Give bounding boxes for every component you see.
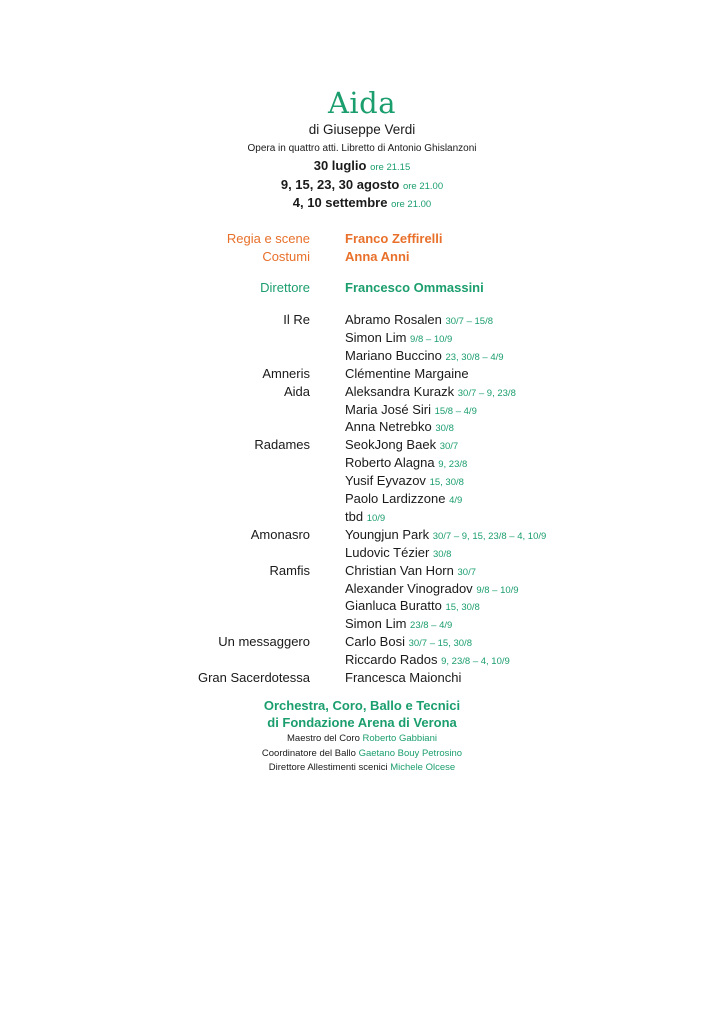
singer-name: Anna Netrebko — [345, 419, 432, 435]
cast-row — [0, 330, 724, 348]
credit-line — [0, 762, 724, 773]
cast-row — [0, 312, 724, 330]
credit-label: Coordinatore del Ballo — [261, 748, 356, 759]
cast-name-cell — [345, 419, 454, 434]
production-row — [0, 249, 724, 267]
cast-name-cell — [345, 348, 504, 363]
conductor-role: Direttore — [260, 280, 310, 295]
cast-row — [0, 419, 724, 437]
production-name: Anna Anni — [345, 249, 410, 264]
cast-name-cell — [345, 509, 385, 524]
singer-dates: 30/7 – 15/8 — [445, 316, 493, 327]
cast-name-cell — [345, 527, 546, 542]
opera-title: Aida — [327, 86, 397, 120]
cast-name-cell — [345, 598, 480, 613]
cast-name-cell — [345, 652, 510, 667]
singer-name: Aleksandra Kurazk — [345, 383, 455, 399]
cast-name-cell — [345, 366, 469, 381]
singer-name: Mariano Buccino — [345, 347, 442, 363]
singer-dates: 10/9 — [366, 512, 386, 524]
cast-name-cell — [345, 437, 458, 452]
production-role: Costumi — [262, 249, 310, 264]
singer-dates: 23, 30/8 – 4/9 — [445, 351, 504, 363]
cast-role: Ramfis — [269, 562, 310, 578]
singer-name: SeokJong Baek — [345, 437, 437, 453]
cast-role: Il Re — [283, 312, 310, 327]
credit-label: Maestro del Coro — [287, 733, 360, 744]
cast-row — [0, 634, 724, 652]
singer-name: Clémentine Margaine — [345, 365, 469, 381]
cast-row — [0, 581, 724, 599]
singer-name: Simon Lim — [345, 329, 407, 345]
singer-dates: 9/8 – 10/9 — [410, 333, 453, 345]
cast-name-cell — [345, 312, 493, 327]
cast-role: Radames — [254, 437, 310, 453]
credit-name: Roberto Gabbiani — [362, 733, 437, 744]
conductor-name: Francesco Ommassini — [345, 280, 484, 295]
singer-name: Abramo Rosalen — [345, 312, 442, 327]
composer: di Giuseppe Verdi — [308, 122, 416, 137]
singer-name: Yusif Eyvazov — [345, 473, 426, 489]
cast-row — [0, 652, 724, 670]
cast-role: Aida — [283, 383, 310, 399]
cast-name-cell — [345, 545, 451, 560]
cast-name-cell — [345, 581, 519, 596]
credit-line — [0, 748, 724, 759]
singer-name: Simon Lim — [345, 616, 407, 632]
singer-name: Francesca Maionchi — [345, 670, 462, 685]
cast-role: Amneris — [262, 365, 310, 381]
cast-row — [0, 348, 724, 366]
singer-name: Gianluca Buratto — [345, 598, 442, 614]
singer-name: Christian Van Horn — [345, 562, 454, 578]
singer-name: Youngjun Park — [345, 526, 430, 542]
singer-dates: 30/7 – 9, 15, 23/8 – 4, 10/9 — [432, 530, 547, 542]
cast-role: Amonasro — [250, 526, 310, 542]
singer-dates: 30/7 – 9, 23/8 — [457, 387, 516, 399]
singer-dates: 9, 23/8 — [438, 459, 468, 471]
singer-name: Paolo Lardizzone — [345, 491, 446, 506]
date-time: ore 21.15 — [370, 162, 411, 173]
cast-name-cell — [345, 616, 452, 631]
cast-role: Gran Sacerdotessa — [197, 670, 310, 685]
cast-row — [0, 402, 724, 420]
date-label: 4, 10 settembre — [292, 195, 388, 210]
cast-name-cell — [345, 455, 467, 470]
cast-name-cell — [345, 330, 452, 345]
cast-row — [0, 670, 724, 688]
cast-row — [0, 527, 724, 545]
cast-row — [0, 455, 724, 473]
cast-row — [0, 598, 724, 616]
cast-row — [0, 491, 724, 509]
singer-name: Riccardo Rados — [345, 652, 438, 668]
credit-label: Direttore Allestimenti scenici — [268, 762, 388, 773]
cast-name-cell — [345, 402, 477, 417]
production-name: Franco Zeffirelli — [345, 231, 443, 246]
singer-dates: 9/8 – 10/9 — [476, 584, 519, 596]
ensemble-line-2: di Fondazione Arena di Verona — [267, 715, 457, 730]
singer-name: Alexander Vinogradov — [345, 580, 473, 596]
cast-name-cell — [345, 563, 476, 578]
cast-name-cell — [345, 670, 461, 685]
singer-dates: 15, 30/8 — [429, 477, 464, 489]
cast-name-cell — [345, 634, 472, 649]
credit-name: Gaetano Bouy Petrosino — [358, 748, 463, 759]
cast-row — [0, 437, 724, 455]
date-time: ore 21.00 — [402, 181, 444, 192]
singer-dates: 30/8 — [435, 423, 454, 435]
performance-date — [0, 158, 724, 173]
credit-name: Michele Olcese — [390, 762, 456, 773]
date-time: ore 21.00 — [391, 199, 432, 210]
singer-dates: 30/7 — [439, 441, 459, 453]
date-label: 9, 15, 23, 30 agosto — [280, 177, 400, 192]
cast-role: Un messaggero — [218, 634, 310, 650]
production-role: Regia e scene — [226, 231, 310, 246]
singer-name: tbd — [345, 508, 364, 524]
cast-row — [0, 545, 724, 563]
cast-row — [0, 616, 724, 634]
cast-row — [0, 384, 724, 402]
singer-dates: 30/7 — [457, 566, 476, 578]
date-label: 30 luglio — [313, 158, 367, 173]
singer-name: Maria José Siri — [345, 401, 431, 417]
credit-line — [0, 733, 724, 744]
cast-row — [0, 563, 724, 581]
singer-dates: 30/8 — [432, 548, 452, 560]
cast-name-cell — [345, 473, 464, 488]
performance-date — [0, 195, 724, 210]
singer-dates: 9, 23/8 – 4, 10/9 — [441, 656, 510, 668]
singer-dates: 23/8 – 4/9 — [410, 620, 453, 632]
cast-name-cell — [345, 491, 462, 506]
conductor-row — [0, 280, 724, 298]
production-row — [0, 231, 724, 249]
singer-name: Carlo Bosi — [345, 634, 405, 650]
singer-dates: 30/7 – 15, 30/8 — [408, 638, 472, 650]
cast-row — [0, 366, 724, 384]
cast-name-cell — [345, 384, 516, 399]
ensemble-line-1: Orchestra, Coro, Ballo e Tecnici — [263, 698, 461, 713]
singer-name: Roberto Alagna — [345, 455, 435, 471]
singer-dates: 15, 30/8 — [445, 602, 480, 614]
singer-name: Ludovic Tézier — [345, 544, 430, 560]
cast-row — [0, 509, 724, 527]
opera-subtitle: Opera in quattro atti. Libretto di Antonio Ghislanzoni — [247, 143, 477, 154]
performance-date — [0, 177, 724, 192]
singer-dates: 4/9 — [449, 495, 463, 506]
singer-dates: 15/8 – 4/9 — [434, 405, 477, 417]
cast-row — [0, 473, 724, 491]
